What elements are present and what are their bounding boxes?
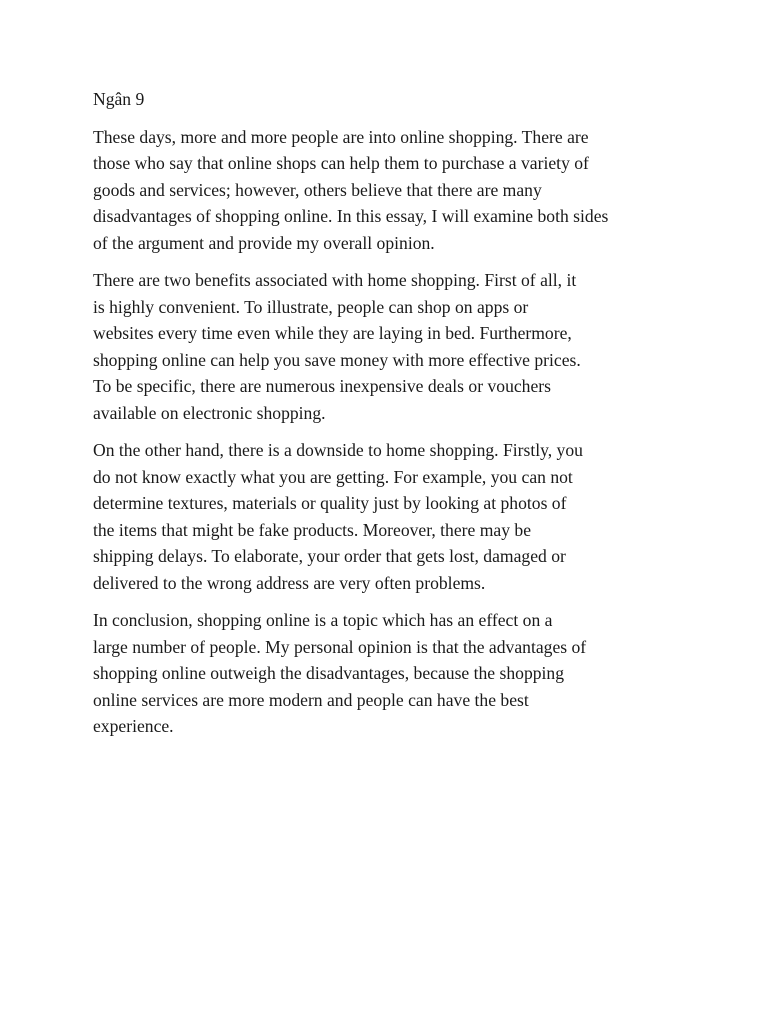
paragraph-introduction (93, 124, 683, 257)
text-line: To be specific, there are numerous inexpensive deals or vouchers (93, 376, 551, 396)
text-line: of the argument and provide my overall opinion. (93, 232, 435, 253)
text-line: goods and services; however, others believe that there are many (93, 179, 542, 200)
text-line: disadvantages of shopping online. In this essay, I will examine both sides (93, 206, 609, 226)
text-line: There are two benefits associated with home shopping. First of all, it (93, 270, 577, 290)
text-line: These days, more and more people are into online shopping. There are (93, 126, 589, 147)
text-line: do not know exactly what you are getting. For example, you can not (93, 466, 573, 487)
paragraph-benefits (93, 267, 683, 426)
text-line: websites every time even while they are laying in bed. Furthermore, (93, 323, 572, 343)
text-line: those who say that online shops can help them to purchase a variety of (93, 153, 589, 173)
text-line: determine textures, materials or quality just by looking at photos of (93, 493, 567, 513)
text-line: experience. (93, 716, 174, 736)
text-line: large number of people. My personal opinion is that the advantages of (93, 636, 587, 657)
paragraph-downsides (93, 437, 683, 596)
document-body (93, 86, 683, 751)
paragraph-conclusion (93, 607, 683, 740)
text-line: online services are more modern and people can have the best (93, 689, 529, 710)
text-line: available on electronic shopping. (93, 402, 326, 423)
text-line: the items that might be fake products. Moreover, there may be (93, 519, 532, 540)
text-line: On the other hand, there is a downside to home shopping. Firstly, you (93, 440, 583, 460)
text-line: is highly convenient. To illustrate, people can shop on apps or (93, 296, 529, 317)
author-name: Ngân 9 (93, 89, 145, 109)
text-line: shipping delays. To elaborate, your order that gets lost, damaged or (93, 546, 566, 566)
text-line: delivered to the wrong address are very often problems. (93, 572, 486, 593)
text-line: shopping online can help you save money with more effective prices. (93, 349, 581, 370)
text-line: shopping online outweigh the disadvantages, because the shopping (93, 663, 565, 683)
text-line: In conclusion, shopping online is a topic which has an effect on a (93, 610, 553, 630)
